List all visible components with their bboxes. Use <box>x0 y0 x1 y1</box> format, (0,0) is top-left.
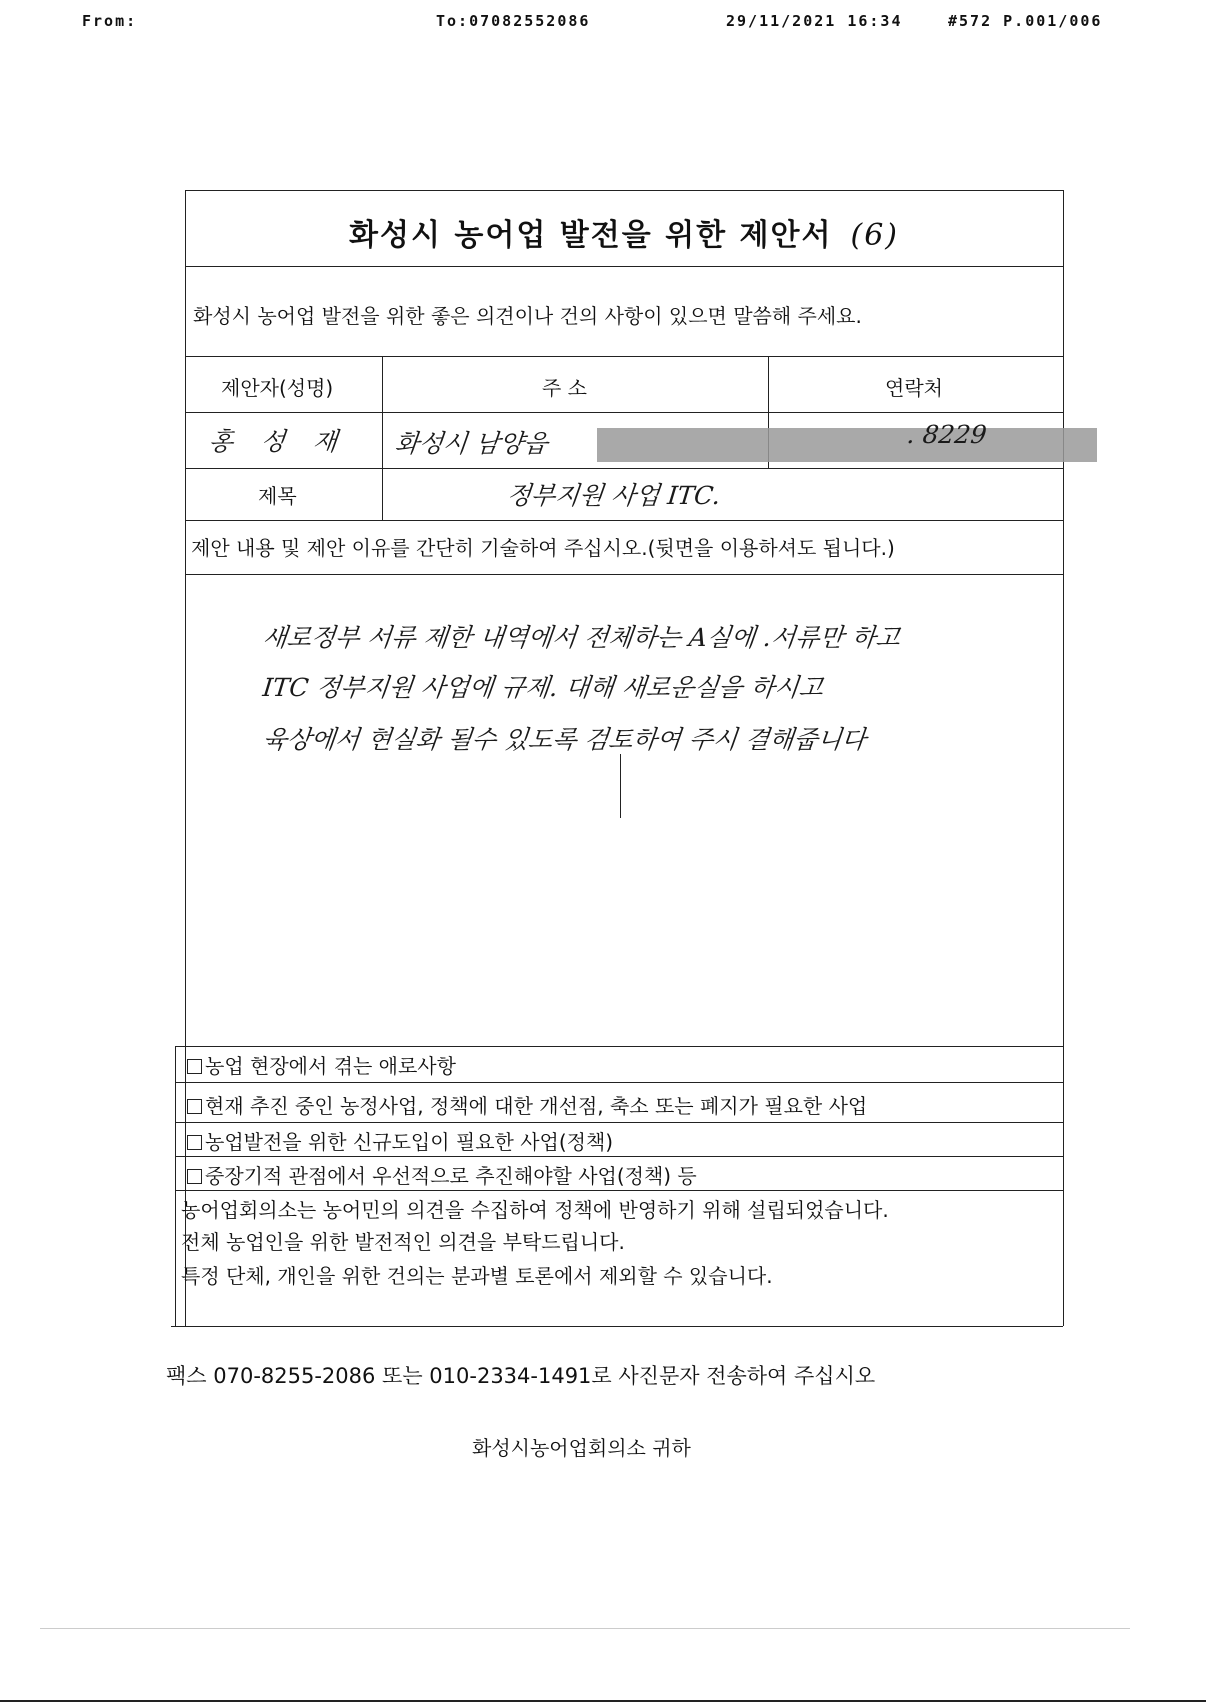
checkbox-icon <box>187 1099 202 1114</box>
content-instruction: 제안 내용 및 제안 이유를 간단히 기술하여 주십시오.(뒷면을 이용하셔도 됩니다.) <box>191 536 895 560</box>
fax-from: From: <box>82 12 138 30</box>
note-line: 농어업회의소는 농어민의 의견을 수집하여 정책에 반영하기 위해 설립되었습니다. <box>181 1198 889 1222</box>
checklist-item: 농업발전을 위한 신규도입이 필요한 사업(정책) <box>187 1126 613 1155</box>
page-number-mark: (6) <box>850 218 899 253</box>
handwritten-line: 새로정부 서류 제한 내역에서 전체하는 A실에 .서류만 하고 <box>261 623 902 652</box>
contact-header: 연락처 <box>885 376 943 400</box>
proposer-header: 제안자(성명) <box>221 376 334 400</box>
address-header: 주 소 <box>542 376 587 400</box>
form-intro: 화성시 농어업 발전을 위한 좋은 의견이나 건의 사항이 있으면 말씀해 주세요. <box>193 304 862 328</box>
note-line: 전체 농업인을 위한 발전적인 의견을 부탁드립니다. <box>181 1230 625 1254</box>
fax-instructions: 팩스 070-8255-2086 또는 010-2334-1491로 사진문자 전송하여 주십시오 <box>166 1364 876 1388</box>
checkbox-icon <box>187 1169 202 1184</box>
proposal-form <box>181 190 1063 1326</box>
page-bottom-rule <box>0 1700 1206 1702</box>
checklist-item: 중장기적 관점에서 우선적으로 추진해야할 사업(정책) 등 <box>187 1160 697 1189</box>
proposer-contact: . 8229 <box>905 420 989 449</box>
fax-header <box>0 8 1206 32</box>
proposer-address: 화성시 남양읍 <box>393 429 550 458</box>
checkbox-icon <box>187 1059 202 1074</box>
checkbox-icon <box>187 1135 202 1150</box>
pen-stroke <box>620 754 621 818</box>
fax-to: To:07082552086 <box>436 12 591 30</box>
subject-header: 제목 <box>258 484 297 508</box>
handwritten-line: ITC 정부지원 사업에 규제. 대해 새로운실을 하시고 <box>261 673 825 702</box>
checklist-item: 농업 현장에서 겪는 애로사항 <box>187 1050 456 1079</box>
addressee: 화성시농어업회의소 귀하 <box>472 1436 691 1460</box>
handwritten-line: 육상에서 현실화 될수 있도록 검토하여 주시 결해줍니다 <box>261 725 868 754</box>
subject-value: 정부지원 사업 ITC. <box>505 481 722 510</box>
fax-datetime: 29/11/2021 16:34 <box>726 12 903 30</box>
proposer-name: 홍 성 재 <box>207 427 349 456</box>
fax-page: #572 P.001/006 <box>948 12 1103 30</box>
scan-artifact-line <box>40 1628 1130 1629</box>
redaction-block <box>597 428 1097 462</box>
checklist-item: 현재 추진 중인 농정사업, 정책에 대한 개선점, 축소 또는 폐지가 필요한 사업 <box>187 1090 867 1119</box>
note-line: 특정 단체, 개인을 위한 건의는 분과별 토론에서 제외할 수 있습니다. <box>181 1264 773 1288</box>
form-title: 화성시 농어업 발전을 위한 제안서 (6) <box>349 218 899 253</box>
